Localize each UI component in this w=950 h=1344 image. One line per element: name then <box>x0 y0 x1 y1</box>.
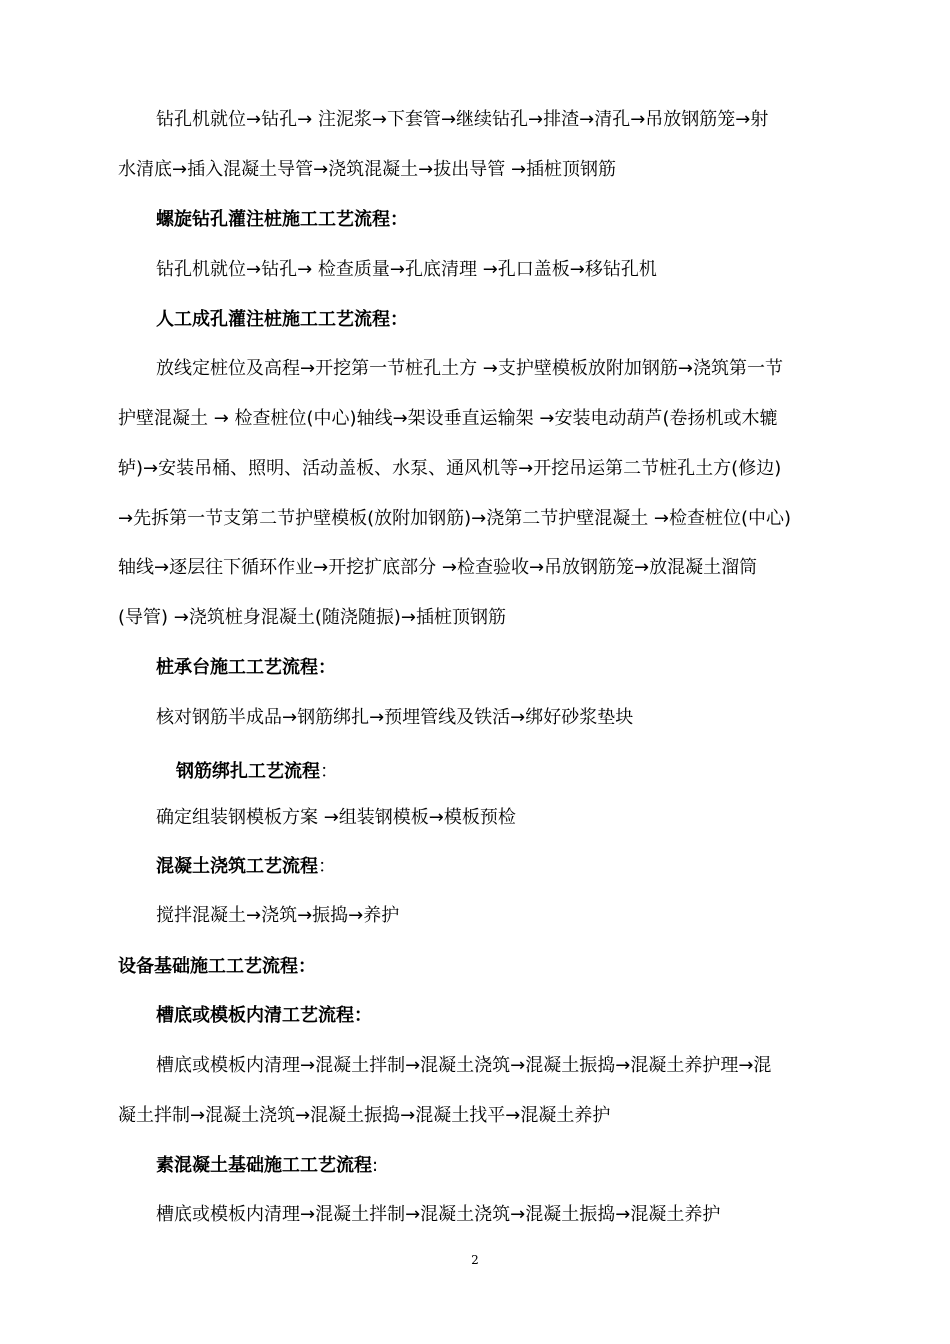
paragraph-line: 槽底或模板内清理→混凝土拌制→混凝土浇筑→混凝土振捣→混凝土养护 <box>156 1204 721 1225</box>
paragraph-line: 槽底或模板内清理→混凝土拌制→混凝土浇筑→混凝土振捣→混凝土养护理→混 <box>156 1055 772 1076</box>
section-heading: 人工成孔灌注桩施工工艺流程： <box>156 309 408 330</box>
page-number: 2 <box>471 1253 479 1267</box>
section-heading: 螺旋钻孔灌注桩施工工艺流程： <box>156 209 408 230</box>
paragraph-line: 放线定桩位及高程→开挖第一节桩孔土方 →支护壁模板放附加钢筋→浇筑第一节 <box>156 358 783 379</box>
paragraph-line: 确定组装钢模板方案 →组装钢模板→模板预检 <box>156 807 516 828</box>
heading-colon: : <box>372 1155 379 1176</box>
paragraph-line: (导管) →浇筑桩身混凝土(随浇随振)→插桩顶钢筋 <box>118 607 506 628</box>
paragraph-line: 钻孔机就位→钻孔→ 注泥浆→下套管→继续钻孔→排渣→清孔→吊放钢筋笼→射 <box>156 109 769 130</box>
heading-text: 混凝土浇筑工艺流程 <box>156 856 318 877</box>
section-heading <box>156 1154 896 1178</box>
heading-colon: ： <box>318 856 336 877</box>
heading-colon: ： <box>320 761 338 782</box>
paragraph-line: 水清底→插入混凝土导管→浇筑混凝土→拔出导管 →插桩顶钢筋 <box>118 159 617 180</box>
paragraph-line: 护壁混凝土 → 检查桩位(中心)轴线→架设垂直运输架 →安装电动葫芦(卷扬机或木辘 <box>118 408 778 429</box>
paragraph-line: 轴线→逐层往下循环作业→开挖扩底部分 →检查验收→吊放钢筋笼→放混凝土溜筒 <box>118 557 758 578</box>
paragraph-line: 轳)→安装吊桶、照明、活动盖板、水泵、通风机等→开挖吊运第二节桩孔土方(修边) <box>118 458 782 479</box>
section-heading: 设备基础施工工艺流程： <box>118 956 316 977</box>
paragraph-line: 搅拌混凝土→浇筑→振捣→养护 <box>156 905 400 926</box>
section-heading: 槽底或模板内清工艺流程： <box>156 1005 372 1026</box>
heading-text: 素混凝土基础施工工艺流程 <box>156 1155 372 1176</box>
section-heading: 桩承台施工工艺流程： <box>156 657 336 678</box>
section-heading <box>156 855 896 879</box>
heading-text: 钢筋绑扎工艺流程 <box>176 761 320 782</box>
paragraph-line: 钻孔机就位→钻孔→ 检查质量→孔底清理 →孔口盖板→移钻孔机 <box>156 259 657 280</box>
paragraph-line: 核对钢筋半成品→钢筋绑扎→预埋管线及铁活→绑好砂浆垫块 <box>156 707 634 728</box>
paragraph-line: →先拆第一节支第二节护壁模板(放附加钢筋)→浇第二节护壁混凝土 →检查桩位(中心) <box>118 508 792 529</box>
paragraph-line: 凝土拌制→混凝土浇筑→混凝土振捣→混凝土找平→混凝土养护 <box>118 1105 611 1126</box>
section-heading <box>176 760 916 784</box>
